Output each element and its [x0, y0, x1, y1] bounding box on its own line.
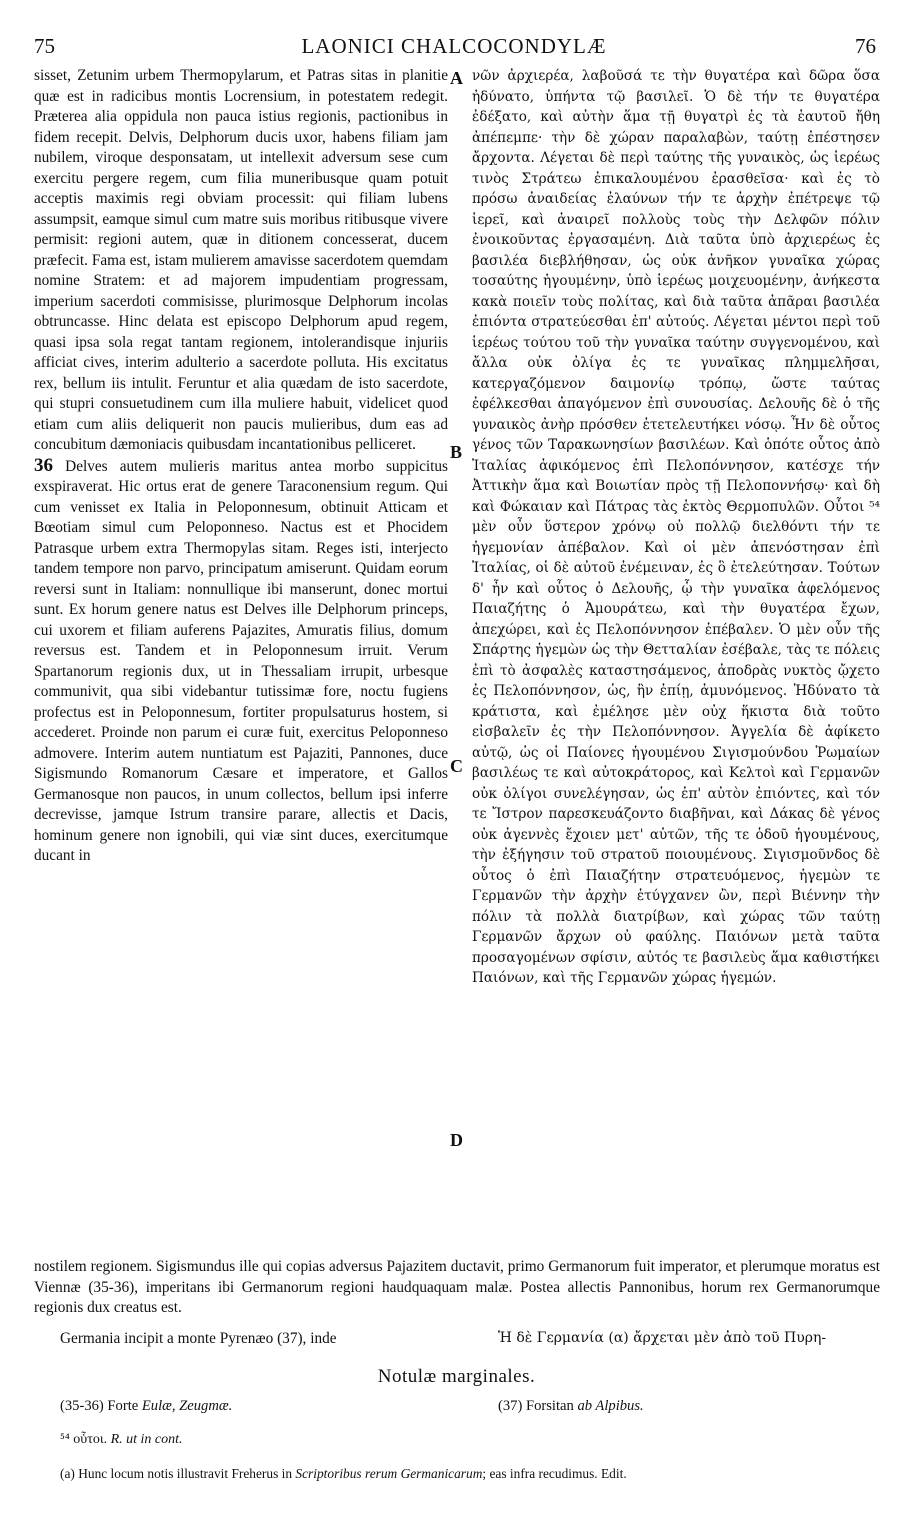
greek-last-line: Ἡ δὲ Γερμανία (α) ἄρχεται μὲν ἀπὸ τοῦ Πυρη-	[498, 1330, 827, 1346]
margin-letter-b: B	[450, 442, 463, 462]
latin-paragraph-2-text: Delves autem mulieris maritus antea morbo suppicitus exspiraverat. Hic ortus erat de genere Taraconensium regum. Qui cum venisset ex Italia in Peloponnesum, obtinuit Atticam et Bœotiam simul cum Peloponneso. Nactus est et Phocidem Patrasque urbem extra Thermopylas sitam. Reges isti, interjecto tandem tempore non parvo, principatum amiserunt. Quidam eorum reversi sunt in Italiam: nonnullique ibi manserunt, donec mortui sunt. Ex horum genere natus est Delves ille Delphorum princeps, cui uxorem et filiam auferens Pajazites, Amuratis filius, domum reversus est. Tandem et in Peloponnesum irruit. Verum Spartanorum regionis dux, ut in Thessaliam irrupit, urbesque communivit, qua sibi videbantur tutissimæ fore, noctu fugiens profectus est in Peloponnesum, fortiter propulsaturus hostem, si accederet. Proinde non parum ei curæ fuit, exercitus Peloponneso admovere. Interim autem nuntiatum est Pajaziti, Pannones, duce Sigismundo Romanorum Cæsare et imperatore, et Gallos Germanosque non paucos, in unum collectos, bellum ipsi inferre decrevisse, jamque Istrum transire parare, allectis et Dacis, hominum genere non ignobili, qui viæ sint duces, exercitumque ducant in	[34, 457, 449, 864]
marginal-note-left-ref: (35-36) Forte	[60, 1398, 142, 1414]
marginal-note-left	[60, 1398, 232, 1415]
marginal-note-right-text: ab Alpibus.	[577, 1398, 644, 1414]
footnote-a-prefix: (a) Hunc locum notis illustravit Freherus in	[60, 1466, 296, 1481]
marginal-note-right-ref: (37) Forsitan	[498, 1398, 578, 1414]
margin-letter-d: D	[450, 1130, 463, 1150]
latin-continuation	[34, 1257, 880, 1319]
footnote-54	[60, 1432, 183, 1448]
page-header	[28, 34, 880, 62]
latin-paragraph-1: sisset, Zetunim urbem Thermopylarum, et Patras sitas in planitie quæ est in radicibus montis Locrensium, in potestatem redegit. Præterea alia oppidula non pauca istius regionis, pactionibus in fidem recepit. Delvis, Delphorum ducis uxor, habens filiam jam nubilem, viroque desponsatam, ut intellexit adversum sese cum exercitu pergere regem, cum filia muneribusque quam potuit acceptis maximis regi obviam processit: qui filiam lubens assumpsit, eamque simul cum matre suis moribus ritibusque vivere permisit: regioni autem, quæ in ditionem concesserat, ducem præfecit. Fama est, istam mulierem amavisse sacerdotem quemdam nomine Stratem: et ad majorem impudentiam progressam, imperium sacerdoti commisisse, plurimosque Delphorum incolas obtruncasse. Hinc delata est episcopo Delphorum apud regem, quasi ipsa sola regat tantam regionem, intolerandisque injuriis afficiat cives, interim adulterio a sacerdote polluta. His excitatus rex, bellum iis intulit. Feruntur et alia quædam de isto sacerdote, qui stupri consuetudinem cum illa muliere habuit, videlicet quod etiam cum aliis deliquerit non paucis mulieribus, dum eas ad concubitum dæmoniacis quibusdam incantationibus pelliceret.	[34, 67, 448, 453]
greek-paragraph: νῶν ἀρχιερέα, λαβοῦσά τε τὴν θυγατέρα καὶ δῶρα ὅσα ἠδύνατο, ὑπήντα τῷ βασιλεῖ. Ὁ δὲ τήν τε θυγατέρα ἐδέξατο, καὶ αὐτὴν ἅμα τῇ θυγατρὶ ἐς τὰ ἑαυτοῦ ἤθη ἀπέπεμπε· τὴν δὲ χώραν παραλαβὼν, ταύτῃ ἐπέστησεν ἄρχοντα. Λέγεται δὲ περὶ ταύτης τῆς γυναικὸς, ὡς ἱερέως τινὸς Στράτεω ἐπικαλουμένου ἐρασθεῖσα· καὶ ἐς τὸ πρόσω ἀναιδείας ἐλαύνων τήν τε ἀρχὴν ἐπέτρεψε τῷ ἱερεῖ, καὶ ἀναιρεῖ πολλοὺς τοὺς τὴν Δελφῶν πόλιν ἐνοικοῦντας ἐργασαμένη. Διὰ ταῦτα ὑπὸ ἀρχιερέως ἐς βασιλέα διεβλήθησαν, ὡς οὐκ ἀνῆκον γυναῖκα χώρας τοσαύτης ἡγουμένην, ὑπὸ ἱερέως μοιχευομένην, ἀνήκεστα κακὰ ποιεῖν τοὺς πολίτας, καὶ διὰ ταῦτα ἀπᾶραι βασιλέα ἐπιόντα στρατεύεσθαι ἐπ' αὐτούς. Λέγεται μέντοι περὶ τοῦ ἱερέως τούτου τοῦ τὴν γυναῖκα ταύτην συγγενομένου, καὶ ἄλλα οὐκ ὀλίγα ἐς τε γυναῖκας πλημμελῆσαι, κατεργαζόμενον δαιμονίῳ τρόπῳ, ὥστε ταύτας ἐφέλκεσθαι ἀπαγόμενον ἐπὶ συνουσίας. Δελουῆς δὲ ὁ τῆς γυναικὸς ἀνὴρ πρόσθεν ἐτετελευτήκει νόσῳ. Ἦν δὲ οὗτος γένος τῶν Ταρακωνησίων βασιλέων. Καὶ ὁπότε οὗτος ἀπὸ Ἰταλίας ἀφικόμενος ἐπὶ Πελοπόννησον, κατέσχε τήν Ἀττικὴν ἅμα καὶ Βοιωτίαν πρὸς τῇ Πελοποννήσῳ· καὶ δὴ καὶ Φώκαιαν καὶ Πάτρας τὰς ἐκτὸς Θερμοπυλῶν. Οὗτοι ⁵⁴ μὲν οὖν ὕστερον χρόνῳ οὐ πολλῷ διελθόντι τήν τε ἡγεμονίαν ἀπέβαλον. Καὶ οἱ μὲν ἀπενόστησαν ἐπὶ Ἰταλίας, οἱ δὲ αὐτοῦ ἐνέμειναν, ἐς ὃ ἐτελεύτησαν. Τούτων δ' ἦν καὶ οὗτος ὁ Δελουῆς, ᾧ τὴν γυναῖκα ἀφελόμενος Παιαζήτης ὁ Ἀμουράτεω, καὶ τὴν θυγατέρα ἔχων, ἀπεχώρει, καὶ ἐς Πελοπόννησον ἐπέβαλεν. Ὁ μὲν οὖν τῆς Σπάρτης ἡγεμὼν ὡς τὴν Θετταλίαν ἐσέβαλε, τὰς τε πόλεις ἐπὶ τὸ ἀσφαλὲς καταστησάμενος, ἀποδρὰς νυκτὸς ᾤχετο ἐς Πελοπόννησον, ὡς, ἣν ἐπίῃ, ἀμυνόμενος. Ἠδύνατο τὰ κράτιστα, καὶ ἐμέλησε μὲν οὐχ ἥκιστα διὰ τοῦτο εἰσβαλεῖν ἐς τὴν Πελοπόννησον. Ἀγγελία δὲ ἀφίκετο αὐτῷ, ὡς οἱ Παίονες ἡγουμένου Σιγισμούνδου Ῥωμαίων βασιλέως τε καὶ αὐτοκράτορος, καὶ Κελτοὶ καὶ Γερμανῶν οὐκ ὀλίγοι συνελέγησαν, ὡς ἐπ' αὐτὸν ἐπιόντες, καὶ τόν τε Ἴστρον παρεσκευάζοντο διαβῆναι, καὶ Δάκας δὲ γένος οὐκ ἀγεννὲς ἔχοιεν μετ' αὐτῶν, τῆς τε ὁδοῦ ἡγουμένους, τὴν ἐξήγησιν τοῦ στρατοῦ ποιουμένους. Σιγισμοῦνδος δὲ οὗτος ὁ ἐπὶ Παιαζήτην στρατευόμενος, ἡγεμὼν τε Γερμανῶν τὴν ἀρχὴν ἐτύγχανεν ὢν, περὶ Βιέννην τὴν πόλιν τὰ πολλὰ διατρίβων, καὶ χώρας τῶν ταύτῃ Γερμανῶν ἄρχων οὐ φαύλης. Παιόνων μετὰ ταῦτα προσαγομένων σφίσιν, αὐτός τε βασιλεὺς ἅμα καθιστήκει Παιόνων, καὶ τῆς Γερμανῶν χώρας ἡγεμών.	[472, 68, 880, 986]
chapter-number: 36	[34, 454, 53, 476]
footnote-a-title: Scriptoribus rerum Germanicarum	[295, 1466, 483, 1481]
footnote-a-suffix: ; eas infra recudimus. Edit.	[482, 1466, 627, 1481]
marginal-note-right	[498, 1398, 644, 1415]
latin-column	[34, 66, 448, 867]
latin-last-line: Germania incipit a monte Pyrenæo (37), inde	[60, 1330, 337, 1347]
margin-letter-c: C	[450, 756, 463, 776]
greek-column	[472, 66, 880, 989]
latin-continuation-text: nostilem regionem. Sigismundus ille qui copias adversus Pajazitem ductavit, primo Germanorum fuit imperator, et plerumque moratus est Viennæ (35-36), imperitans ibi Germanorum regioni haudquaquam malæ. Postea allectis Pannonibus, horum rex Germanorumque regionis dux creatus est.	[34, 1258, 880, 1316]
footnote-54-ref: ⁵⁴ οὗτοι.	[60, 1432, 111, 1447]
running-title: LAONICI CHALCOCONDYLÆ	[301, 34, 607, 58]
notulae-heading: Notulæ marginales.	[377, 1366, 536, 1387]
margin-letter-a: A	[450, 68, 463, 88]
marginal-note-left-text: Eulæ, Zeugmæ.	[141, 1398, 233, 1414]
footnote-54-text: R. ut in cont.	[110, 1432, 183, 1447]
footnote-a	[60, 1466, 880, 1482]
page-number-right: 76	[855, 34, 876, 58]
latin-paragraph-2	[34, 456, 448, 867]
page-number-left: 75	[34, 34, 55, 58]
